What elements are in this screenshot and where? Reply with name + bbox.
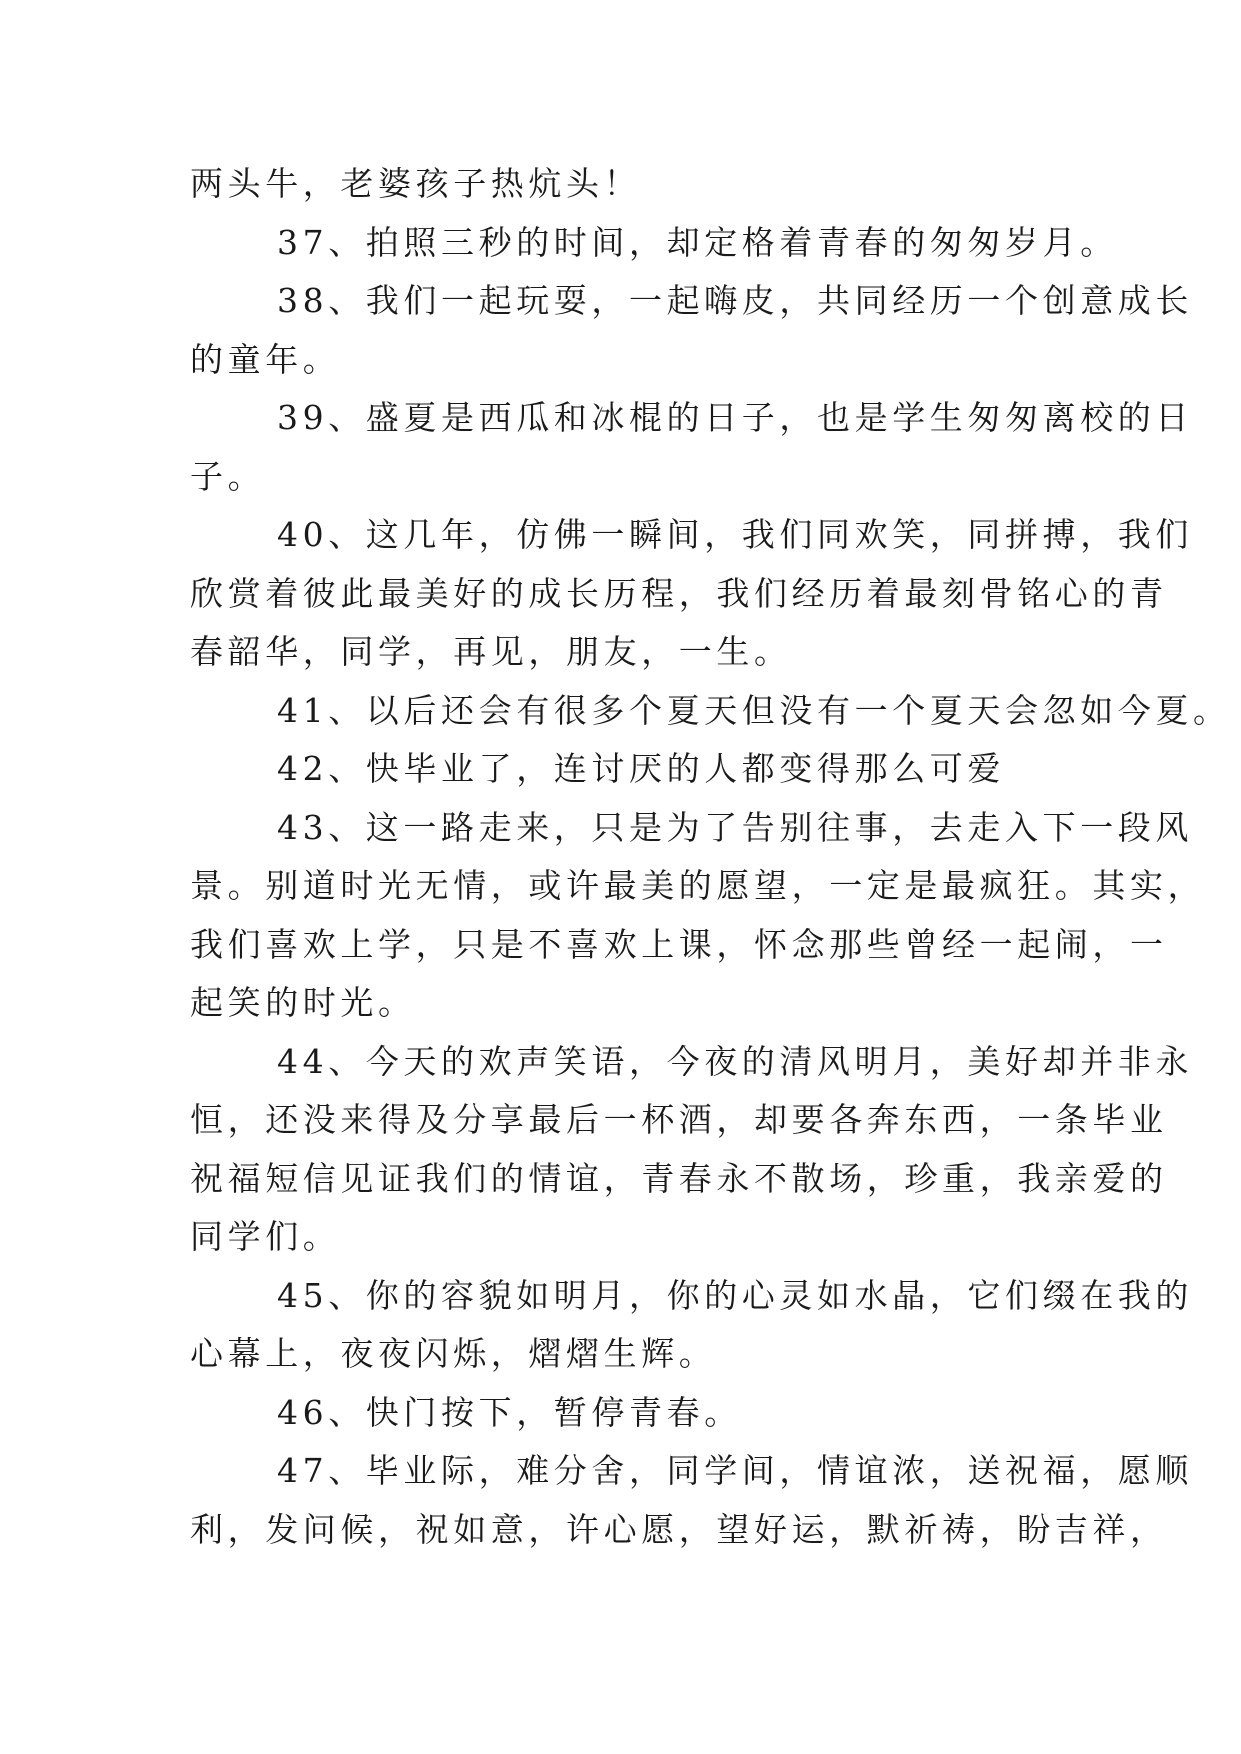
text-line: 39、盛夏是西瓜和冰棍的日子，也是学生匆匆离校的日 [277,398,1193,437]
paragraph-p43 [190,799,1206,1033]
text-line: 46、快门按下，暂停青春。 [277,1392,742,1432]
text-line: 47、毕业际，难分舍，同学间，情谊浓，送祝福，愿顺 [277,1451,1193,1490]
paragraph-p41 [190,682,1231,741]
text-line: 44、今天的欢声笑语，今夜的清风明月，美好却并非永 [277,1041,1193,1081]
text-line: 42、快毕业了，连讨厌的人都变得那么可爱 [277,749,1005,788]
text-line: 欣赏着彼此最美好的成长历程，我们经历着最刻骨铭心的青 [190,573,1168,613]
text-line: 38、我们一起玩耍，一起嗨皮，共同经历一个创意成长 [277,281,1193,320]
text-line: 43、这一路走来，只是为了告别往事，去走入下一段风 [277,807,1193,847]
text-line: 景。别道时光无情，或许最美的愿望，一定是最疯狂。其实， [190,866,1206,905]
text-line: 祝福短信见证我们的情谊，青春永不散场，珍重，我亲爱的 [190,1158,1168,1198]
paragraph-p40 [190,506,1193,682]
text-line: 37、拍照三秒的时间，却定格着青春的匆匆岁月。 [277,222,1118,262]
text-line: 心幕上，夜夜闪烁，熠熠生辉。 [190,1334,717,1373]
paragraph-p37 [190,214,1118,273]
text-line: 45、你的容貌如明月，你的心灵如水晶，它们缀在我的 [277,1275,1193,1315]
paragraph-p39 [190,389,1193,506]
paragraph-p38 [190,272,1193,389]
document-body [190,155,1231,1559]
text-line: 子。 [190,456,266,496]
text-line: 恒，还没来得及分享最后一杯酒，却要各奔东西，一条毕业 [190,1100,1168,1139]
paragraph-p42 [190,740,1060,799]
paragraph-p46 [190,1384,1060,1443]
text-line: 起笑的时光。 [190,983,416,1022]
text-line: 40、这几年，仿佛一瞬间，我们同欢笑，同拼搏，我们 [277,515,1193,554]
text-line: 同学们。 [190,1217,341,1256]
text-line: 利，发问候，祝如意，许心愿，望好运，默祈祷，盼吉祥， [190,1509,1168,1549]
text-line: 两头牛，老婆孩子热炕头！ [190,164,642,203]
text-line: 41、以后还会有很多个夏天但没有一个夏天会忽如今夏。 [277,690,1231,730]
text-line: 我们喜欢上学，只是不喜欢上课，怀念那些曾经一起闹，一 [190,924,1168,964]
text-line: 的童年。 [190,339,341,379]
paragraph-p45 [190,1267,1193,1384]
paragraph-continuation [190,155,1060,214]
paragraph-p47 [190,1442,1193,1559]
text-line: 春韶华，同学，再见，朋友，一生。 [190,632,792,671]
paragraph-p44 [190,1033,1193,1267]
